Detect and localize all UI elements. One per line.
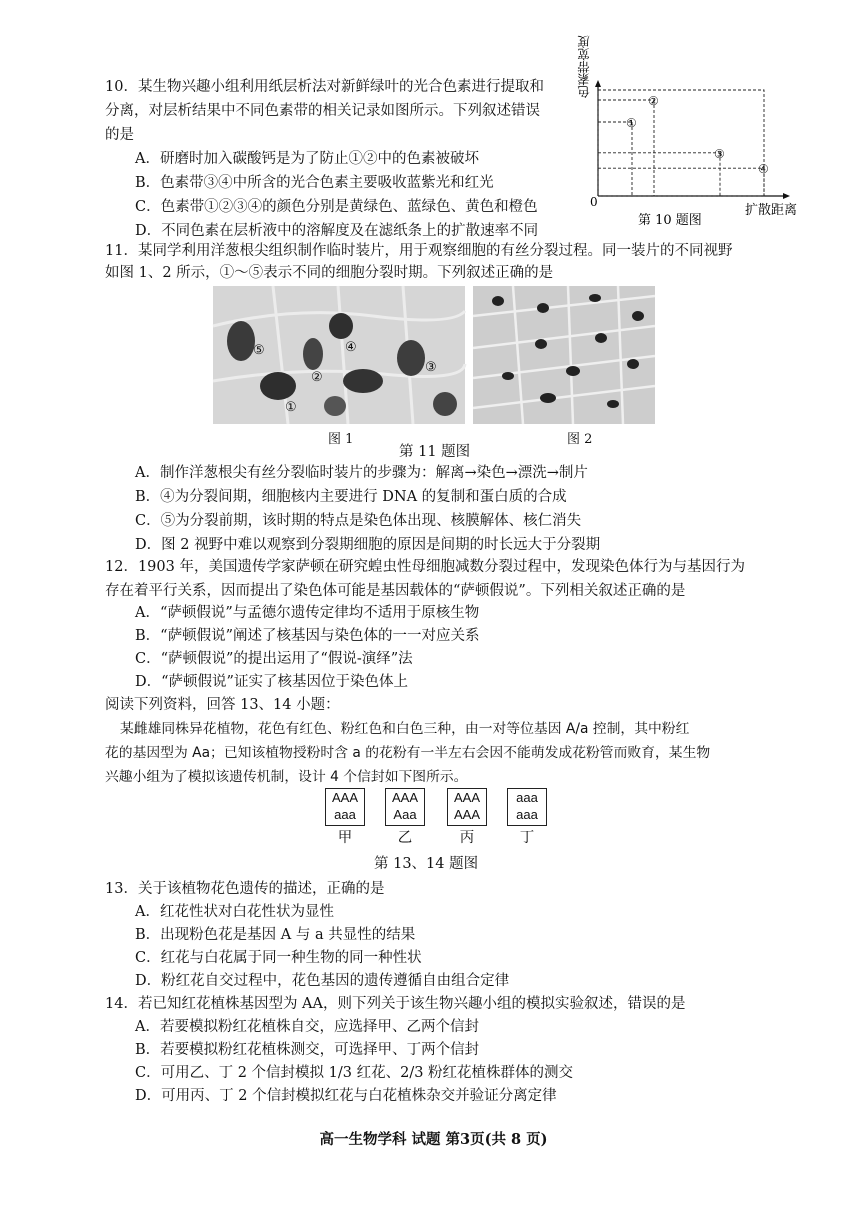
envelope-jia-top: AAA — [331, 790, 358, 805]
q11-stem-line1: 11．某同学利用洋葱根尖组织制作临时装片，用于观察细胞的有丝分裂过程。同一装片的不同视野 — [105, 243, 733, 259]
q10-stem-line2: 分离，对层析结果中不同色素带的相关记录如图所示。下列叙述错误 — [105, 103, 540, 119]
onion-root-tip-photo-1 — [213, 286, 465, 424]
envelope-bing-top: AAA — [453, 790, 480, 805]
q13-option-c: C．红花与白花属于同一种生物的同一种性状 — [135, 950, 422, 966]
envelope-bing — [447, 788, 487, 826]
q12-option-b: B．“萨顿假说”阐述了核基因与染色体的一一对应关系 — [135, 628, 480, 644]
page-footer: 高一生物学科 试题 第3页(共 8 页) — [319, 1131, 548, 1148]
q10-option-c: C．色素带①②③④的颜色分别是黄绿色、蓝绿色、黄色和橙色 — [135, 199, 538, 215]
reading-paragraph-line1: 某雌雄同株异花植物，花色有红色、粉红色和白色三种，由一对等位基因 A/a 控制，其中粉红 — [120, 721, 690, 737]
q10-stem-line1: 10．某生物兴趣小组利用纸层析法对新鲜绿叶的光合色素进行提取和 — [105, 79, 544, 95]
origin-label: 0 — [590, 195, 598, 209]
q11-figure-title: 第 11 题图 — [399, 444, 471, 460]
q14-option-c: C．可用乙、丁 2 个信封模拟 1/3 红花、2/3 粉红花植株群体的测交 — [135, 1065, 574, 1081]
q12-option-c: C．“萨顿假说”的提出运用了“假说-演绎”法 — [135, 651, 413, 667]
onion-root-tip-photo-2 — [473, 286, 655, 424]
y-axis-label: 色素带宽度 — [576, 35, 592, 98]
q10-stem-line3: 的是 — [105, 127, 134, 143]
q13-option-a: A．红花性状对白花性状为显性 — [135, 904, 334, 920]
q12-option-d: D．“萨顿假说”证实了核基因位于染色体上 — [135, 674, 408, 690]
reading-paragraph-line2: 花的基因型为 Aa；已知该植物授粉时含 a 的花粉有一半左右会因不能萌发成花粉管而败育，某生物 — [105, 745, 711, 761]
pigment-band-label-2: ② — [648, 94, 659, 108]
envelope-yi — [385, 788, 425, 826]
envelope-ding-bottom: aaa — [516, 807, 538, 822]
x-axis-label: 扩散距离 — [745, 203, 798, 218]
q10-option-b: B．色素带③④中所含的光合色素主要吸收蓝紫光和红光 — [135, 175, 494, 191]
envelope-jia-name: 甲 — [337, 830, 353, 846]
x-axis-arrow — [783, 193, 790, 199]
q14-option-b: B．若要模拟粉红花植株测交，可选择甲、丁两个信封 — [135, 1042, 480, 1058]
q13-stem: 13．关于该植物花色遗传的描述，正确的是 — [105, 881, 385, 897]
q11-option-d: D．图 2 视野中难以观察到分裂期细胞的原因是间期的时长远大于分裂期 — [135, 537, 601, 553]
pigment-band-label-4: ④ — [758, 162, 769, 177]
envelope-ding-top: aaa — [516, 790, 538, 805]
chart-dashed-frame — [598, 90, 764, 196]
envelope-ding — [507, 788, 547, 826]
fig2-caption: 图 2 — [567, 432, 593, 447]
q11-stem-line2: 如图 1、2 所示，①～⑤表示不同的细胞分裂时期。下列叙述正确的是 — [105, 265, 554, 281]
envelope-ding-name: 丁 — [519, 830, 535, 846]
q14-option-d: D．可用丙、丁 2 个信封模拟红花与白花植株杂交并验证分离定律 — [135, 1088, 557, 1104]
envelope-yi-bottom: Aaa — [393, 807, 417, 822]
reading-intro: 阅读下列资料，回答 13、14 小题： — [105, 697, 340, 713]
pigment-band-label-1: ① — [626, 116, 637, 130]
q10-pigment-chart — [568, 35, 808, 228]
q10-option-d: D．不同色素在层析液中的溶解度及在滤纸条上的扩散速率不同 — [135, 223, 539, 239]
q11-option-a: A．制作洋葱根尖有丝分裂临时装片的步骤为：解离→染色→漂洗→制片 — [135, 465, 588, 481]
envelope-yi-top: AAA — [391, 790, 418, 805]
photo-label-4: ④ — [345, 340, 357, 355]
q11-option-c: C．⑤为分裂前期，该时期的特点是染色体出现、核膜解体、核仁消失 — [135, 513, 582, 529]
photo-label-3: ③ — [425, 360, 437, 375]
envelope-bing-bottom: AAA — [453, 807, 480, 822]
q12-option-a: A．“萨顿假说”与孟德尔遗传定律均不适用于原核生物 — [135, 605, 480, 621]
fig1-caption: 图 1 — [328, 432, 354, 447]
photo-label-1: ① — [285, 400, 297, 415]
envelope-bing-name: 丙 — [459, 830, 475, 846]
photo-label-2: ② — [311, 370, 323, 385]
q14-option-a: A．若要模拟粉红花植株自交，应选择甲、乙两个信封 — [135, 1019, 479, 1035]
envelope-jia — [325, 788, 365, 826]
envelope-jia-bottom: aaa — [334, 807, 356, 822]
q14-stem: 14．若已知红花植株基因型为 AA，则下列关于该生物兴趣小组的模拟实验叙述，错误的是 — [105, 996, 686, 1012]
q13-option-b: B．出现粉色花是基因 A 与 a 共显性的结果 — [135, 927, 416, 943]
q12-stem-line2: 存在着平行关系，因而提出了染色体可能是基因载体的“萨顿假说”。下列相关叙述正确的是 — [105, 583, 686, 599]
q13-14-figure-title: 第 13、14 题图 — [374, 856, 479, 872]
q12-stem-line1: 12．1903 年，美国遗传学家萨顿在研究蝗虫性母细胞减数分裂过程中，发现染色体行为与基因行为 — [105, 559, 745, 575]
q10-figure-caption: 第 10 题图 — [638, 213, 702, 228]
reading-paragraph-line3: 兴趣小组为了模拟该遗传机制，设计 4 个信封如下图所示。 — [105, 769, 468, 785]
pigment-band-label-3: ③ — [714, 146, 725, 161]
q13-option-d: D．粉红花自交过程中，花色基因的遗传遵循自由组合定律 — [135, 973, 510, 989]
q11-option-b: B．④为分裂间期，细胞核内主要进行 DNA 的复制和蛋白质的合成 — [135, 489, 567, 505]
y-axis-arrow — [595, 80, 601, 87]
photo-label-5: ⑤ — [253, 343, 265, 358]
envelope-yi-name: 乙 — [397, 830, 413, 846]
q10-option-a: A．研磨时加入碳酸钙是为了防止①②中的色素被破坏 — [135, 151, 479, 167]
